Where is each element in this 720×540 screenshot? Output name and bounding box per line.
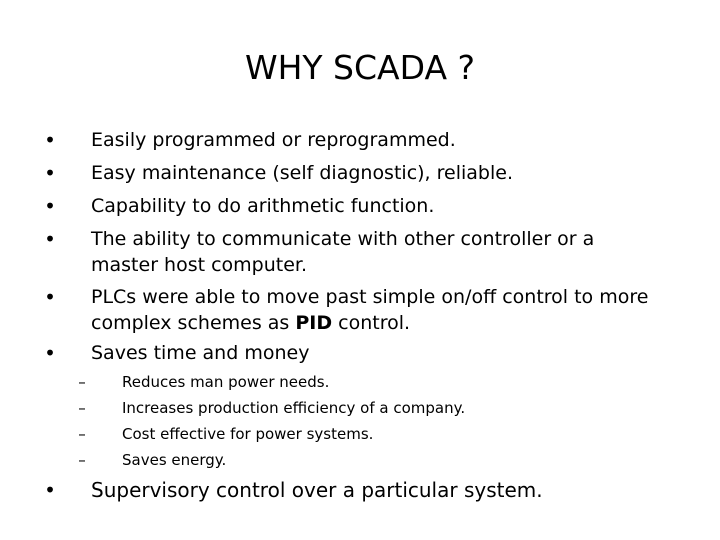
pid-term: PID [295,312,333,334]
sub-bullet-text: Saves energy. [122,451,227,469]
bullet-marker: • [44,478,56,502]
bullet-text: master host computer. [91,254,308,276]
sub-bullet-marker: – [78,425,86,443]
bullet-text: Easily programmed or reprogrammed. [91,129,456,151]
bullet-text: Easy maintenance (self diagnostic), reliable. [91,162,513,184]
bullet-marker: • [44,194,56,218]
bullet-text: Capability to do arithmetic function. [91,195,435,217]
bullet-text [91,310,691,336]
bullet-text: Supervisory control over a particular system. [91,478,543,502]
sub-bullet-marker: – [78,373,86,391]
bullet-text: The ability to communicate with other controller or a [91,228,595,250]
bullet-text: PLCs were able to move past simple on/off control to more [91,286,649,308]
bullet-text-part: complex schemes as [91,312,296,334]
sub-bullet-marker: – [78,399,86,417]
sub-bullet-marker: – [78,451,86,469]
bullet-text-part: control. [332,312,411,334]
bullet-marker: • [44,128,56,152]
sub-bullet-text: Increases production efficiency of a company. [122,399,466,417]
bullet-marker: • [44,161,56,185]
sub-bullet-text: Reduces man power needs. [122,373,330,391]
slide-title: WHY SCADA ? [244,48,476,87]
bullet-marker: • [44,341,56,365]
sub-bullet-text: Cost effective for power systems. [122,425,374,443]
bullet-marker: • [44,227,56,251]
bullet-marker: • [44,285,56,309]
bullet-text: Saves time and money [91,342,310,364]
